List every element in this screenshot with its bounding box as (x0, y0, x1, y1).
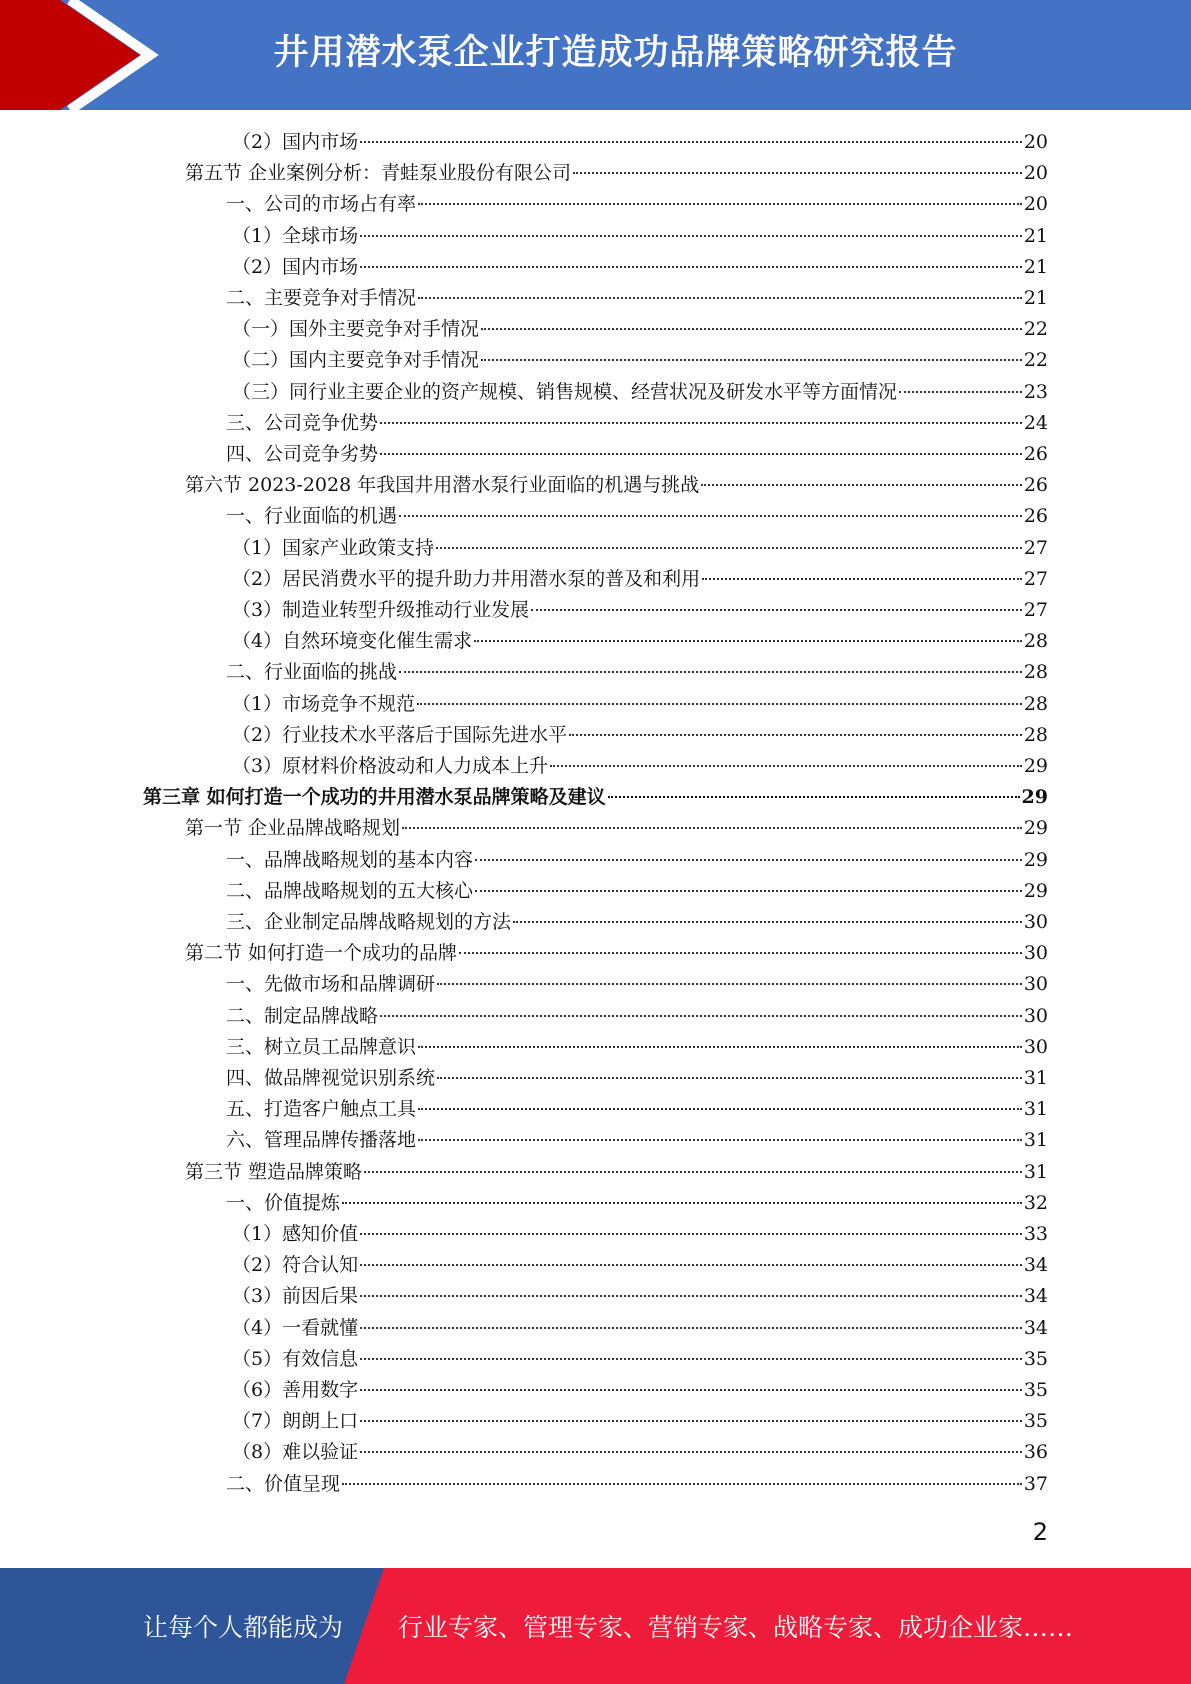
toc-entry-title: 三、公司竞争优势 (226, 411, 379, 434)
toc-entry-title: （4）一看就懂 (232, 1316, 359, 1339)
toc-entry-page: 29 (1023, 755, 1048, 777)
toc-entry-page: 21 (1023, 255, 1048, 278)
toc-entry-title: 二、主要竞争对手情况 (226, 287, 417, 309)
toc-entry-title: （5）有效信息 (232, 1347, 359, 1370)
toc-entry[interactable] (226, 501, 1048, 532)
toc-entry[interactable] (232, 626, 1048, 657)
toc-entry[interactable] (226, 189, 1048, 220)
toc-dot-leader (550, 765, 1022, 767)
toc-entry-page: 37 (1023, 1472, 1048, 1495)
toc-entry[interactable] (226, 1469, 1048, 1500)
toc-entry-page: 36 (1023, 1441, 1048, 1464)
toc-entry-title: （2）国内市场 (232, 131, 359, 153)
toc-dot-leader (475, 859, 1022, 861)
toc-entry[interactable] (232, 751, 1048, 782)
toc-entry[interactable] (232, 221, 1048, 252)
toc-entry-page: 29 (1023, 848, 1048, 871)
toc-entry-page: 30 (1023, 942, 1048, 965)
toc-entry-page: 31 (1023, 1098, 1048, 1121)
toc-entry[interactable] (226, 1125, 1048, 1156)
toc-entry[interactable] (226, 657, 1048, 688)
toc-entry[interactable] (232, 252, 1048, 283)
toc-dot-leader (360, 1233, 1022, 1235)
toc-entry-page: 33 (1023, 1223, 1048, 1245)
toc-entry-page: 27 (1023, 599, 1048, 621)
toc-entry-page: 27 (1023, 536, 1048, 559)
toc-dot-leader (360, 1389, 1022, 1391)
toc-entry-page: 29 (1023, 817, 1048, 840)
toc-dot-leader (360, 1451, 1022, 1453)
toc-entry[interactable] (232, 314, 1048, 345)
toc-dot-leader (360, 1358, 1022, 1360)
toc-entry-title: 一、公司的市场占有率 (226, 193, 417, 216)
toc-entry-page: 26 (1023, 505, 1048, 528)
toc-entry[interactable] (185, 1157, 1048, 1188)
toc-dot-leader (399, 671, 1022, 673)
toc-dot-leader (459, 952, 1022, 954)
toc-entry[interactable] (226, 845, 1048, 876)
page-number: 2 (1032, 1518, 1048, 1546)
toc-entry[interactable] (232, 720, 1048, 751)
toc-dot-leader (513, 921, 1022, 923)
toc-entry-title: 四、公司竞争劣势 (226, 443, 379, 465)
toc-dot-leader (342, 1202, 1022, 1204)
toc-entry-title: 二、品牌战略规划的五大核心 (226, 879, 474, 902)
toc-entry-page: 31 (1023, 1160, 1048, 1183)
toc-entry-title: （8）难以验证 (232, 1441, 359, 1464)
toc-entry-page: 28 (1023, 661, 1048, 684)
toc-entry-page: 34 (1023, 1316, 1048, 1339)
toc-entry-page: 22 (1023, 349, 1048, 372)
toc-dot-leader (481, 359, 1022, 361)
toc-entry-title: 第三章 如何打造一个成功的井用潜水泵品牌策略及建议 (143, 786, 606, 809)
toc-dot-leader (418, 1139, 1022, 1141)
toc-entry[interactable] (185, 813, 1048, 844)
toc-entry-page: 30 (1023, 1004, 1048, 1027)
toc-dot-leader (360, 1327, 1022, 1329)
toc-entry-title: （3）原材料价格波动和人力成本上升 (232, 755, 549, 777)
toc-entry-title: 五、打造客户触点工具 (226, 1098, 417, 1121)
toc-entry-title: （4）自然环境变化催生需求 (232, 630, 473, 653)
toc-entry[interactable] (232, 533, 1048, 564)
toc-dot-leader (418, 1108, 1022, 1110)
toc-entry-page: 20 (1023, 131, 1048, 153)
toc-entry-title: （6）善用数字 (232, 1379, 359, 1401)
toc-entry[interactable] (226, 907, 1048, 938)
toc-entry-title: 第二节 如何打造一个成功的品牌 (185, 942, 458, 965)
toc-dot-leader (608, 796, 1020, 798)
toc-entry-page: 26 (1023, 443, 1048, 465)
toc-entry-title: （1）感知价值 (232, 1223, 359, 1245)
toc-dot-leader (360, 1264, 1022, 1266)
toc-dot-leader (436, 547, 1022, 549)
footer-slogan-left: 让每个人都能成为 (143, 1613, 344, 1642)
toc-entry-title: （2）国内市场 (232, 255, 359, 278)
toc-entry[interactable] (232, 564, 1048, 595)
toc-entry-page: 20 (1023, 193, 1048, 216)
toc-entry[interactable] (226, 969, 1048, 1000)
toc-entry-title: 第五节 企业案例分析：青蛙泵业股份有限公司 (185, 162, 572, 185)
toc-dot-leader (569, 734, 1022, 736)
toc-entry[interactable] (226, 876, 1048, 907)
toc-dot-leader (418, 1046, 1022, 1048)
toc-entry-title: （3）制造业转型升级推动行业发展 (232, 599, 530, 621)
toc-entry[interactable] (232, 345, 1048, 376)
toc-entry[interactable] (232, 1281, 1048, 1312)
toc-entry[interactable] (226, 1188, 1048, 1219)
toc-dot-leader (380, 453, 1022, 455)
toc-dot-leader (437, 983, 1022, 985)
toc-entry-title: 一、价值提炼 (226, 1191, 341, 1214)
toc-entry-page: 30 (1023, 1035, 1048, 1058)
toc-entry[interactable] (232, 377, 1048, 408)
toc-dot-leader (475, 890, 1022, 892)
toc-entry-page: 29 (1021, 786, 1048, 809)
toc-entry-title: （3）前因后果 (232, 1285, 359, 1308)
toc-entry-title: （1）市场竞争不规范 (232, 692, 416, 715)
toc-entry[interactable] (232, 1219, 1048, 1250)
toc-entry-title: 三、企业制定品牌战略规划的方法 (226, 911, 512, 933)
toc-entry-page: 27 (1023, 567, 1048, 590)
toc-entry-page: 28 (1023, 630, 1048, 653)
toc-entry[interactable] (185, 938, 1048, 969)
toc-dot-leader (418, 297, 1022, 299)
toc-dot-leader (360, 235, 1022, 237)
toc-dot-leader (481, 328, 1022, 330)
toc-entry-title: （7）朗朗上口 (232, 1410, 359, 1433)
toc-entry-title: （2）居民消费水平的提升助力井用潜水泵的普及和利用 (232, 567, 701, 590)
toc-entry-title: （1）国家产业政策支持 (232, 536, 435, 559)
toc-entry-page: 21 (1023, 224, 1048, 247)
toc-entry[interactable] (232, 1313, 1048, 1344)
toc-entry-page: 28 (1023, 723, 1048, 746)
toc-dot-leader (573, 172, 1022, 174)
footer-band (0, 1568, 1191, 1684)
toc-dot-leader (899, 391, 1022, 393)
toc-entry-page: 34 (1023, 1254, 1048, 1277)
toc-entry-title: （三）同行业主要企业的资产规模、销售规模、经营状况及研发水平等方面情况 (232, 380, 898, 403)
header-band (0, 0, 1191, 110)
toc-entry-page: 22 (1023, 318, 1048, 341)
toc-entry-page: 31 (1023, 1067, 1048, 1089)
toc-entry[interactable] (226, 1094, 1048, 1125)
toc-entry-title: 一、品牌战略规划的基本内容 (226, 848, 474, 871)
toc-dot-leader (360, 1295, 1022, 1297)
toc-dot-leader (360, 141, 1022, 143)
toc-entry[interactable] (232, 595, 1048, 626)
toc-entry[interactable] (226, 1032, 1048, 1063)
toc-dot-leader (402, 827, 1022, 829)
toc-entry[interactable] (185, 158, 1048, 189)
toc-entry[interactable] (226, 283, 1048, 314)
report-title: 井用潜水泵企业打造成功品牌策略研究报告 (273, 33, 958, 73)
toc-entry[interactable] (232, 1437, 1048, 1468)
toc-dot-leader (342, 1483, 1022, 1485)
toc-entry-title: （2）行业技术水平落后于国际先进水平 (232, 723, 568, 746)
toc-entry-page: 26 (1023, 474, 1048, 497)
toc-entry[interactable] (143, 782, 1048, 813)
toc-entry-page: 20 (1023, 162, 1048, 185)
toc-entry-title: 六、管理品牌传播落地 (226, 1129, 417, 1152)
toc-dot-leader (360, 1420, 1022, 1422)
toc-dot-leader (531, 609, 1022, 611)
toc-dot-leader (418, 203, 1022, 205)
toc-dot-leader (474, 640, 1022, 642)
toc-dot-leader (437, 1077, 1022, 1079)
toc-entry[interactable] (226, 408, 1048, 439)
toc-entry[interactable] (232, 1250, 1048, 1281)
toc-dot-leader (417, 703, 1022, 705)
toc-entry[interactable] (232, 1406, 1048, 1437)
toc-entry-page: 24 (1023, 411, 1048, 434)
toc-entry[interactable] (226, 1063, 1048, 1094)
toc-entry-title: （2）符合认知 (232, 1254, 359, 1277)
toc-entry-page: 31 (1023, 1129, 1048, 1152)
toc-entry-page: 21 (1023, 287, 1048, 309)
toc-entry-title: 二、制定品牌战略 (226, 1004, 379, 1027)
toc-entry-page: 30 (1023, 911, 1048, 933)
toc-dot-leader (399, 515, 1022, 517)
toc-entry-page: 30 (1023, 973, 1048, 996)
toc-entry-title: 二、行业面临的挑战 (226, 661, 398, 684)
toc-entry-title: 一、行业面临的机遇 (226, 505, 398, 528)
toc-entry[interactable] (185, 470, 1048, 501)
toc-entry[interactable] (232, 689, 1048, 720)
toc-entry-title: 三、树立员工品牌意识 (226, 1035, 417, 1058)
toc-entry-page: 35 (1023, 1347, 1048, 1370)
toc-dot-leader (380, 1015, 1022, 1017)
toc-entry-title: （二）国内主要竞争对手情况 (232, 349, 480, 372)
toc-entry-page: 23 (1023, 380, 1048, 403)
toc-entry-title: 第一节 企业品牌战略规划 (185, 817, 401, 840)
toc-entry-title: 第三节 塑造品牌策略 (185, 1160, 363, 1183)
toc-entry-title: （一）国外主要竞争对手情况 (232, 318, 480, 341)
toc-entry[interactable] (226, 1001, 1048, 1032)
toc-entry-page: 35 (1023, 1410, 1048, 1433)
toc-dot-leader (380, 422, 1022, 424)
toc-entry-page: 29 (1023, 879, 1048, 902)
toc-dot-leader (364, 1171, 1022, 1173)
toc-entry[interactable] (232, 127, 1048, 158)
toc-entry-title: 一、先做市场和品牌调研 (226, 973, 436, 996)
toc-entry[interactable] (232, 1375, 1048, 1406)
toc-entry-page: 28 (1023, 692, 1048, 715)
toc-entry[interactable] (226, 439, 1048, 470)
toc-dot-leader (360, 266, 1022, 268)
toc-entry-title: 第六节 2023-2028 年我国井用潜水泵行业面临的机遇与挑战 (185, 474, 700, 497)
toc-dot-leader (701, 484, 1022, 486)
toc-entry[interactable] (232, 1344, 1048, 1375)
footer-slogan-right: 行业专家、管理专家、营销专家、战略专家、成功企业家…… (398, 1613, 1074, 1642)
toc-dot-leader (702, 578, 1022, 580)
toc-entry-title: 四、做品牌视觉识别系统 (226, 1067, 436, 1089)
toc-entry-title: （1）全球市场 (232, 224, 359, 247)
toc-entry-page: 35 (1023, 1379, 1048, 1401)
toc-entry-title: 二、价值呈现 (226, 1472, 341, 1495)
toc-entry-page: 32 (1023, 1191, 1048, 1214)
toc-entry-page: 34 (1023, 1285, 1048, 1308)
